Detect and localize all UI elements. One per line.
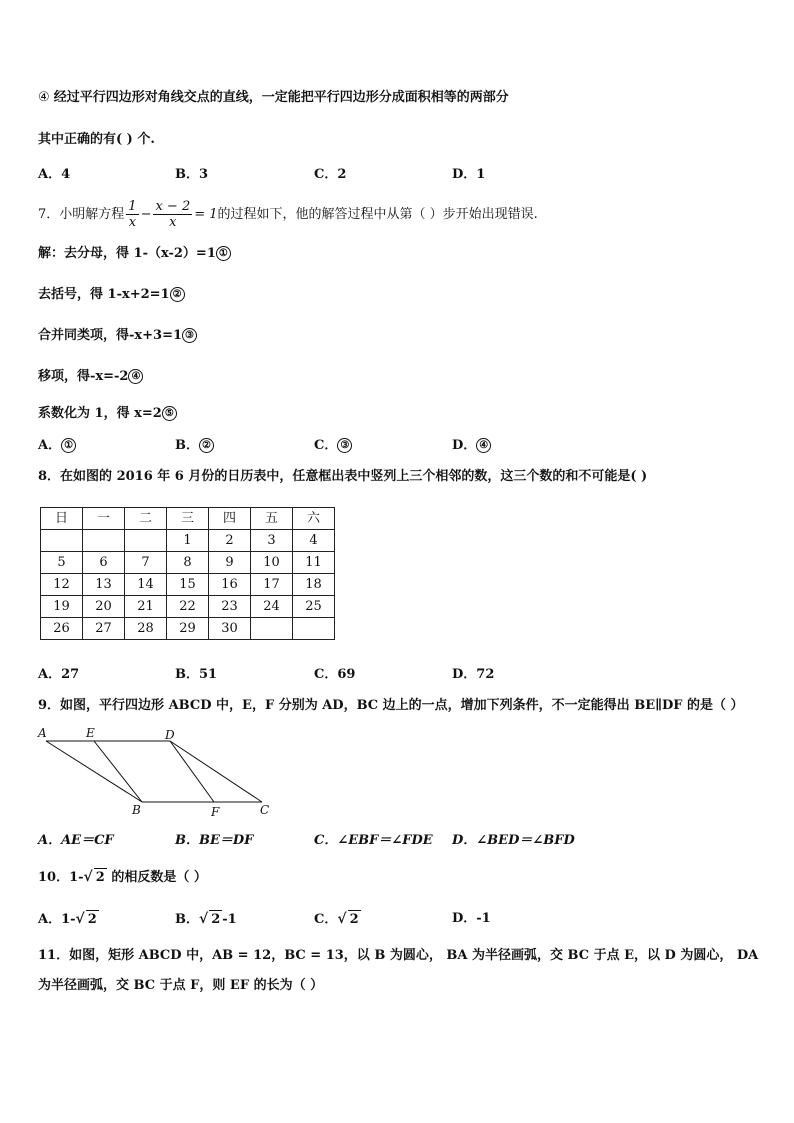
segment-eb <box>94 741 142 802</box>
segment-df <box>170 741 214 802</box>
step-1-marker: ① <box>216 246 231 261</box>
label-d: D <box>165 728 175 742</box>
q10-option-c: C．√ 2 <box>314 911 359 927</box>
q7-option-d: D． ④ <box>452 437 491 455</box>
segment-ab <box>46 741 142 802</box>
q6-option-b: B．3 <box>175 167 209 182</box>
q7-minus: − <box>140 207 152 222</box>
q6-item-4-text: 经过平行四边形对角线交点的直线，一定能把平行四边形分成面积相等的两部分 <box>53 90 509 105</box>
q7-step-1: 解：去分母，得 1-（x-2）=1 ① <box>38 245 231 263</box>
q10-option-d: D．-1 <box>452 911 491 926</box>
q7-prefix: 7．小明解方程 <box>38 207 125 222</box>
q10-stem: 10．1-√ 2 的相反数是（ ） <box>38 869 207 885</box>
q9-option-a: A．AE＝CF <box>38 833 114 848</box>
q8-option-d: D．72 <box>452 667 495 682</box>
q8-option-a: A．27 <box>38 667 80 682</box>
label-e: E <box>86 726 95 740</box>
q9-option-d: D．∠BED＝∠BFD <box>452 833 575 848</box>
q6-option-a: A．4 <box>38 167 71 182</box>
q9-option-c: C．∠EBF＝∠FDE <box>314 833 433 848</box>
q7-step-4: 移项，得-x=-2 ④ <box>38 368 143 386</box>
step-3-marker: ③ <box>182 328 197 343</box>
q7-stem <box>38 199 538 230</box>
calendar-row: 5 6 7 8 9 10 11 <box>41 552 335 574</box>
parallelogram-figure <box>36 725 286 820</box>
q6-item-4 <box>38 89 509 107</box>
q8-option-b: B．51 <box>175 667 218 682</box>
q7-step-2: 去括号，得 1-x+2=1 ② <box>38 286 185 304</box>
step-2-marker: ② <box>170 287 185 302</box>
q7-option-b: B． ② <box>175 437 214 455</box>
q7-step-5: 系数化为 1，得 x=2 ⑤ <box>38 405 177 423</box>
segment-dc <box>170 741 262 802</box>
q9-option-b: B．BE＝DF <box>175 833 254 848</box>
label-f: F <box>211 805 220 819</box>
label-b: B <box>132 803 141 817</box>
q6-item-4-marker: ④ <box>38 90 50 105</box>
step-5-marker: ⑤ <box>162 406 177 421</box>
q6-option-d: D．1 <box>452 167 486 182</box>
q11-line-1: 11．如图，矩形 ABCD 中，AB = 12，BC = 13，以 B 为圆心， BA 为半径画弧，交 BC 于点 E，以 D 为圆心， DA <box>38 948 759 963</box>
q11-line-2: 为半径画弧，交 BC 于点 F，则 EF 的长为（ ） <box>38 978 324 993</box>
q10-radicand: 2 <box>95 870 105 885</box>
q8-option-c: C．69 <box>314 667 356 682</box>
q6-option-c: C．2 <box>314 167 347 182</box>
q7-option-a: A． ① <box>38 437 76 455</box>
calendar-header-row: 日 一 二 三 四 五 六 <box>41 508 335 530</box>
q9-stem: 9．如图，平行四边形 ABCD 中，E，F 分别为 AD，BC 边上的一点，增加下列条件，不一定能得出 BE∥DF 的是（ ） <box>38 698 744 713</box>
q7-suffix: 的过程如下，他的解答过程中从第（ ）步开始出现错误. <box>217 207 538 222</box>
q10-option-a: A．1-√ 2 <box>38 911 97 927</box>
label-c: C <box>260 803 270 817</box>
calendar-table <box>40 507 335 640</box>
step-4-marker: ④ <box>128 369 143 384</box>
q10-option-b: B．√ 2 -1 <box>175 911 237 927</box>
q7-equals: = 1 <box>194 207 218 222</box>
calendar-row: 19 20 21 22 23 24 25 <box>41 596 335 618</box>
q7-fraction-2: $\frac{x - 2}{x}$ <box>155 199 191 230</box>
q7-step-3: 合并同类项，得-x+3=1 ③ <box>38 327 197 345</box>
label-a: A <box>38 726 47 740</box>
calendar-row: 26 27 28 29 30 <box>41 618 335 640</box>
calendar-row: 12 13 14 15 16 17 18 <box>41 574 335 596</box>
q7-option-c: C． ③ <box>314 437 352 455</box>
calendar-row: 1 2 3 4 <box>41 530 335 552</box>
q6-prompt: 其中正确的有( ) 个. <box>38 132 155 147</box>
q8-stem: 8．在如图的 2016 年 6 月份的日历表中，任意框出表中竖列上三个相邻的数，这三个数的和不可能是( ) <box>38 469 648 484</box>
q7-fraction-1: $\frac{1}{x}$ <box>128 199 137 230</box>
